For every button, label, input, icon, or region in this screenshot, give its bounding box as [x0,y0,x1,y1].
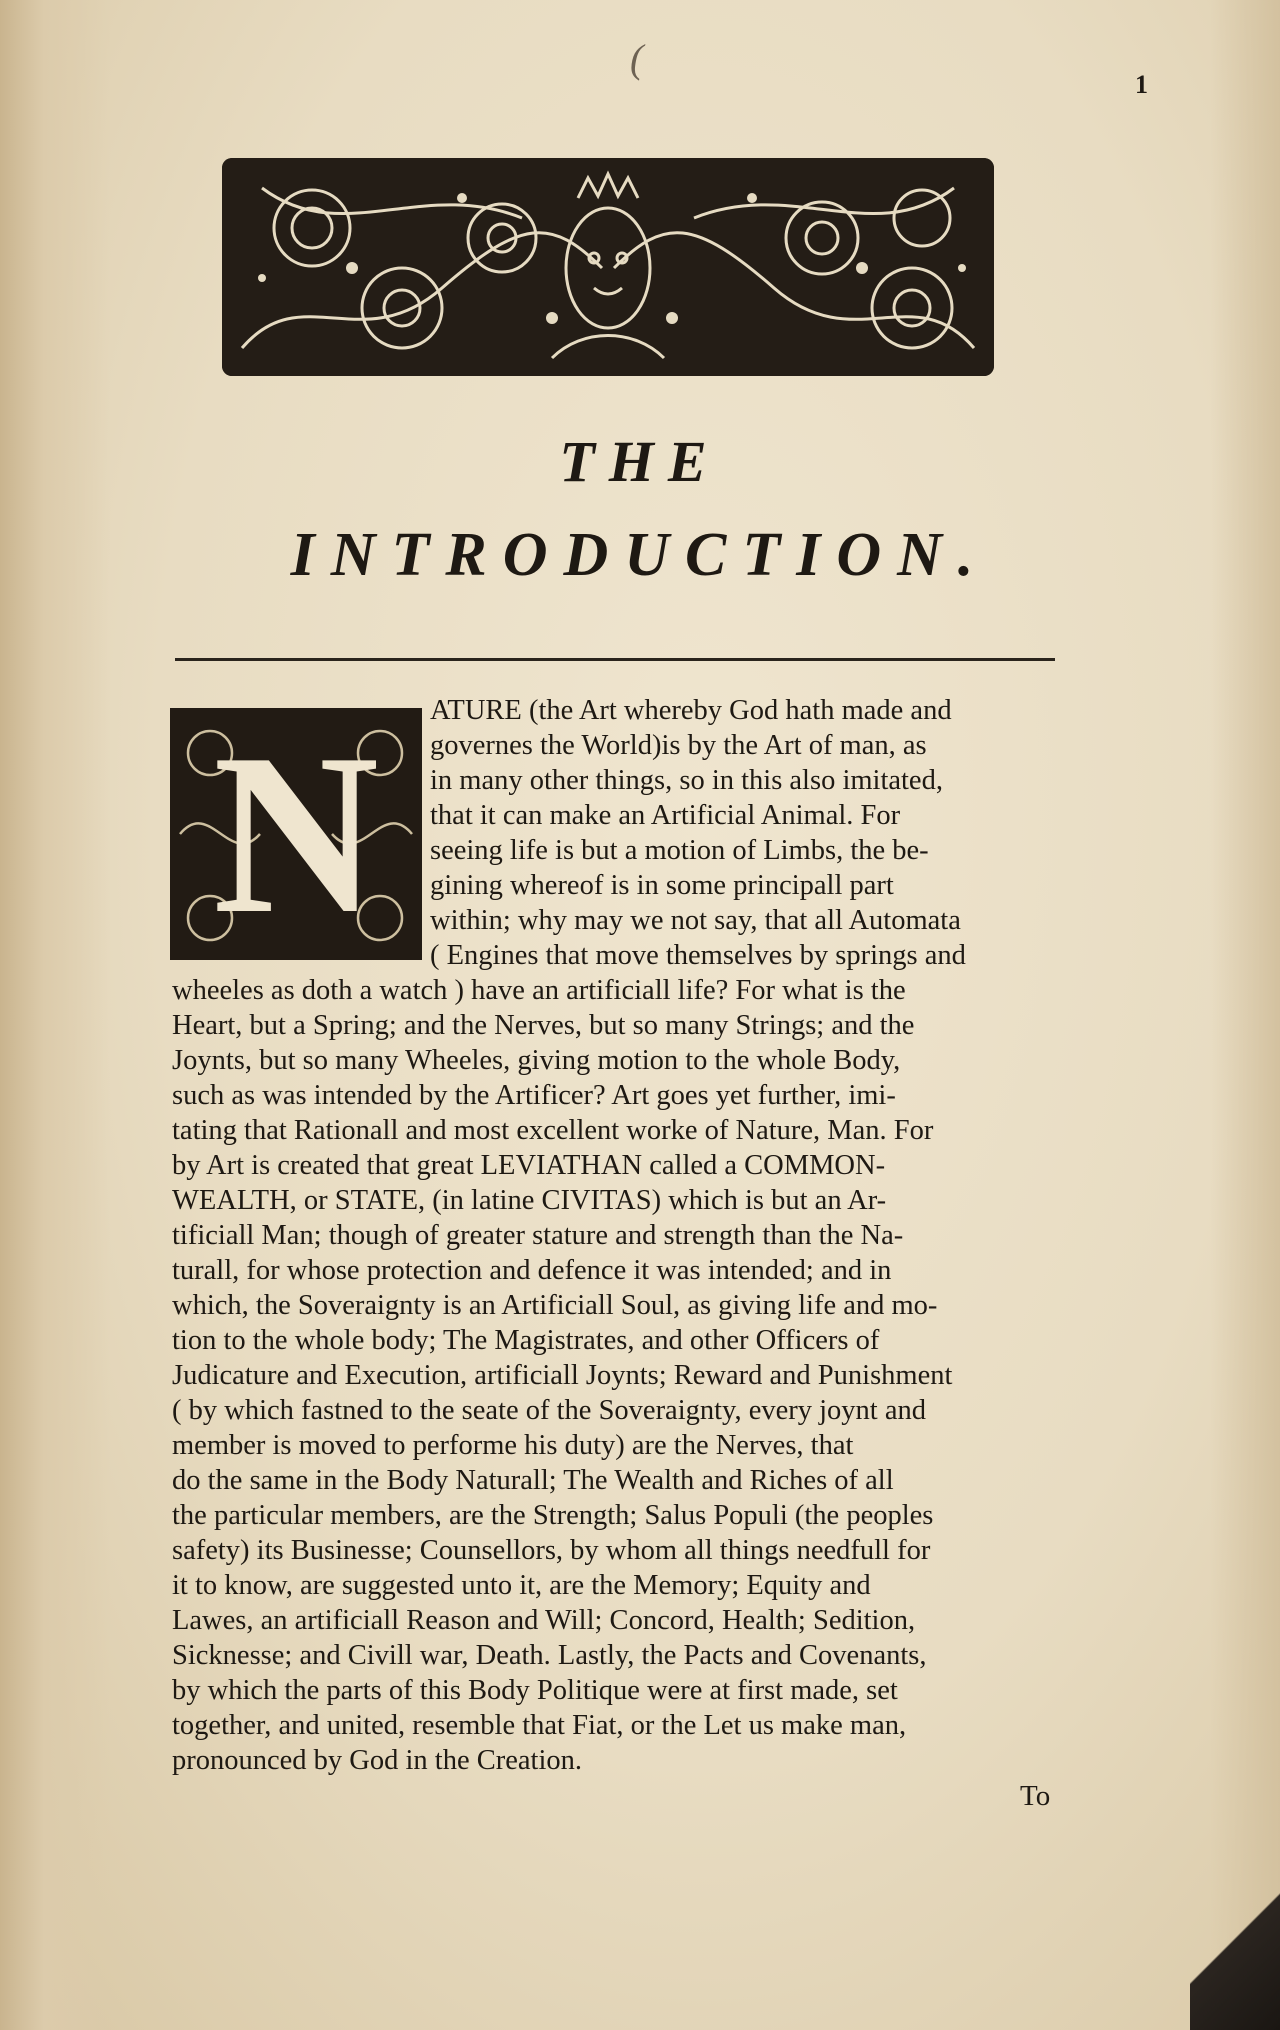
text-line: it to know, are suggested unto it, are the Memory; Equity and [172,1570,871,1601]
text-line: together, and united, resemble that Fiat, or the Let us make man, [172,1710,907,1741]
heading-rule [175,658,1055,661]
text-line: within; why may we not say, that all Automata [430,905,961,936]
text-line: Joynts, but so many Wheeles, giving motion to the whole Body, [172,1045,901,1076]
ornamental-headpiece [222,158,994,376]
text-line: wheeles as doth a watch ) have an artificiall life? For what is the [172,975,906,1006]
title-line-1: THE [559,429,721,494]
text-line: such as was intended by the Artificer? Art goes yet further, imi- [172,1080,896,1111]
text-line: Judicature and Execution, artificiall Joynts; Reward and Punishment [172,1360,953,1391]
text-line: in many other things, so in this also imitated, [430,765,943,796]
text-line: tion to the whole body; The Magistrates, and other Officers of [172,1325,880,1356]
text-line: Sicknesse; and Civill war, Death. Lastly, the Pacts and Covenants, [172,1640,927,1671]
headpiece-ornament-icon [222,158,994,376]
catchword: To [1020,1780,1051,1812]
text-line: gining whereof is in some principall part [430,870,894,901]
torn-corner [1190,1870,1280,2030]
text-line: by which the parts of this Body Politique were at first made, set [172,1675,898,1706]
text-line: turall, for whose protection and defence it was intended; and in [172,1255,892,1286]
text-line: seeing life is but a motion of Limbs, the be- [430,835,929,866]
text-line: which, the Soveraignty is an Artificiall Soul, as giving life and mo- [172,1290,938,1321]
page-edge-shadow [1210,0,1280,2030]
pencil-mark: ( [630,36,644,81]
text-line: governes the World)is by the Art of man, as [430,730,927,761]
page-gutter-shadow [0,0,110,2030]
page-number: 1 [1135,70,1148,99]
title-line-2: INTRODUCTION. [290,521,990,589]
text-line: do the same in the Body Naturall; The Wealth and Riches of all [172,1465,894,1496]
text-line: ( by which fastned to the seate of the Soveraignty, every joynt and [172,1395,926,1426]
text-line: member is moved to performe his duty) are the Nerves, that [172,1430,854,1461]
text-line: tificiall Man; though of greater stature and strength than the Na- [172,1220,904,1251]
text-line: WEALTH, or STATE, (in latine CIVITAS) which is but an Ar- [172,1185,887,1216]
text-line: by Art is created that great LEVIATHAN called a COMMON- [172,1150,886,1181]
text-line: the particular members, are the Strength; Salus Populi (the peoples [172,1500,934,1531]
text-line: Heart, but a Spring; and the Nerves, but so many Strings; and the [172,1010,915,1041]
text-line: safety) its Businesse; Counsellors, by whom all things needfull for [172,1535,931,1566]
text-line: Lawes, an artificiall Reason and Will; Concord, Health; Sedition, [172,1605,916,1636]
text-line: tating that Rationall and most excellent worke of Nature, Man. For [172,1115,934,1146]
text-line: ( Engines that move themselves by springs and [430,940,966,971]
text-line: that it can make an Artificial Animal. For [430,800,901,831]
decorated-initial [170,708,422,960]
initial-letter: N [212,708,380,960]
text-line: ATURE (the Art whereby God hath made and [430,695,952,726]
text-line: pronounced by God in the Creation. [172,1745,582,1776]
